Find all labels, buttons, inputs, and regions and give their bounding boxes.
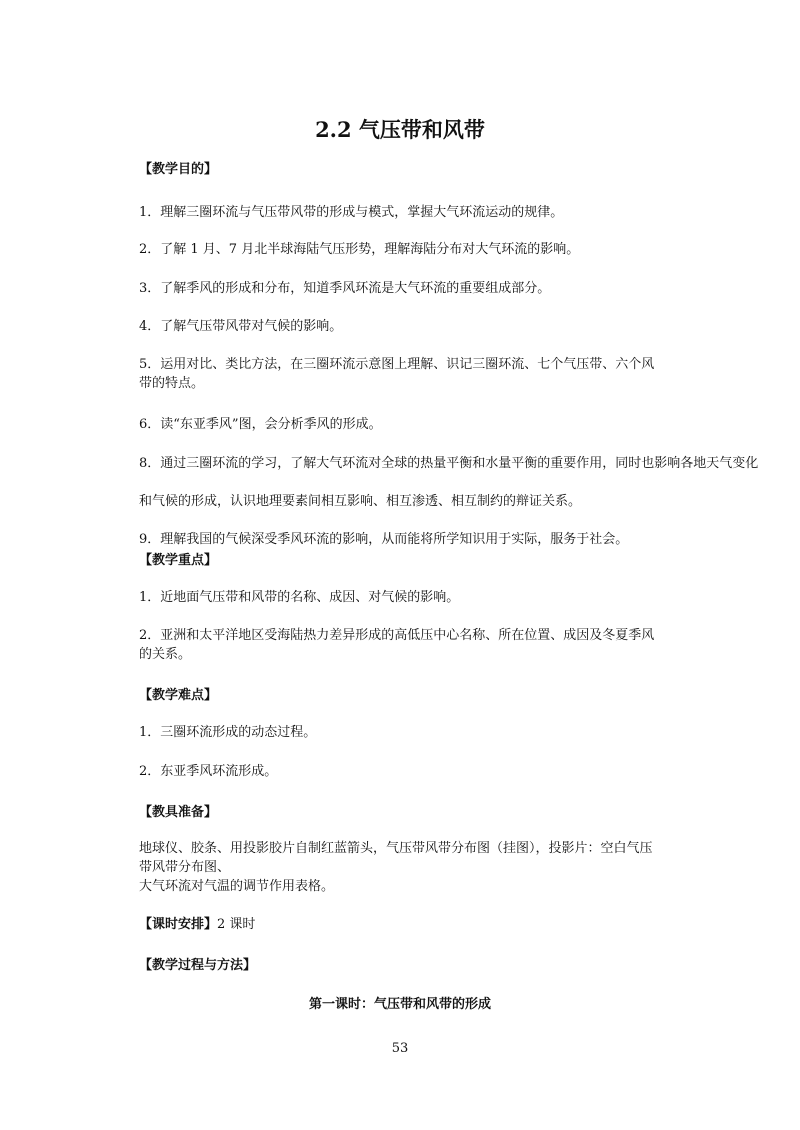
objective-item-4: 4．了解气压带风带对气候的影响。 (139, 319, 343, 334)
schedule-heading: 【课时安排】 (139, 917, 218, 932)
difficulty-item-1: 1．三圈环流形成的动态过程。 (139, 725, 317, 740)
materials-line-2: 大气环流对气温的调节作用表格。 (139, 879, 335, 894)
objective-item-5: 5．运用对比、类比方法，在三圈环流示意图上理解、识记三圈环流、七个气压带、六个风带的特点。 (139, 357, 655, 391)
difficulties-heading: 【教学难点】 (139, 688, 218, 703)
schedule-value: 2 课时 (217, 917, 256, 932)
process-heading: 【教学过程与方法】 (139, 958, 257, 973)
objective-item-3: 3．了解季风的形成和分布，知道季风环流是大气环流的重要组成部分。 (139, 281, 551, 296)
objective-item-9: 9．理解我国的气候深受季风环流的影响，从而能将所学知识用于实际，服务于社会。 (139, 532, 629, 547)
objective-item-8-continuation: 和气候的形成，认识地理要素间相互影响、相互渗透、相互制约的辩证关系。 (139, 494, 582, 509)
materials-line-1: 地球仪、胶条、用投影胶片自制红蓝箭头，气压带风带分布图（挂图），投影片：空白气压带风带分布图、 (139, 841, 653, 875)
objective-item-1: 1．理解三圈环流与气压带风带的形成与模式，掌握大气环流运动的规律。 (139, 205, 564, 220)
schedule-row (139, 915, 664, 934)
objective-item-6: 6．读“东亚季风”图，会分析季风的形成。 (139, 417, 382, 432)
key-points-heading: 【教学重点】 (139, 553, 218, 568)
objective-item-8-line-1: 8．通过三圈环流的学习，了解大气环流对全球的热量平衡和水量平衡的重要作用，同时也影响各地天气变化 (139, 456, 759, 471)
lesson-title: 第一课时：气压带和风带的形成 (308, 997, 491, 1012)
objective-item-8 (139, 454, 759, 473)
difficulty-item-2: 2．东亚季风环流形成。 (139, 764, 278, 779)
page-title: 2.2 气压带和风带 (315, 117, 485, 142)
objectives-heading: 【教学目的】 (139, 162, 218, 177)
objective-item-2: 2．了解 1 月、7 月北半球海陆气压形势，理解海陆分布对大气环流的影响。 (139, 242, 580, 257)
key-point-item-1: 1．近地面气压带和风带的名称、成因、对气候的影响。 (139, 590, 460, 605)
page-number: 53 (391, 1041, 409, 1056)
materials-heading: 【教具准备】 (139, 805, 218, 820)
key-point-item-2: 2．亚洲和太平洋地区受海陆热力差异形成的高低压中心名称、所在位置、成因及冬夏季风的关系。 (139, 628, 655, 662)
